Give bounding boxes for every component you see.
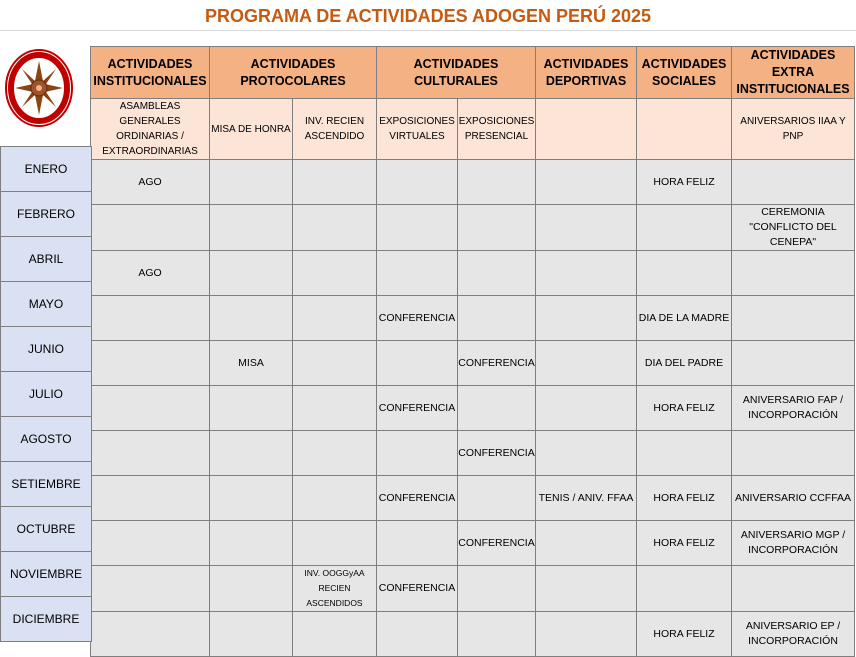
category-header: ACTIVIDADES EXTRA INSTITUCIONALES	[732, 47, 855, 99]
activity-cell	[732, 296, 855, 341]
activity-cell	[377, 251, 458, 296]
activity-cell	[293, 386, 377, 431]
activity-cell	[458, 296, 536, 341]
activity-cell: HORA FELIZ	[637, 612, 732, 657]
activity-cell	[536, 431, 637, 476]
activity-cell	[458, 205, 536, 251]
activity-cell	[637, 251, 732, 296]
subcategory-header: ANIVERSARIOS IIAA Y PNP	[732, 99, 855, 160]
activity-cell	[293, 476, 377, 521]
table-row	[91, 566, 855, 612]
activity-cell	[458, 476, 536, 521]
table-row	[91, 160, 855, 205]
table-row	[91, 296, 855, 341]
activity-cell: CONFERENCIA	[377, 386, 458, 431]
category-header: ACTIVIDADES CULTURALES	[377, 47, 536, 99]
activity-cell	[458, 566, 536, 612]
month-label: ABRIL	[1, 237, 92, 282]
month-column	[0, 146, 92, 642]
activity-cell	[377, 612, 458, 657]
activity-cell	[210, 296, 293, 341]
activity-cell	[91, 612, 210, 657]
adogen-emblem-icon	[5, 47, 73, 129]
table-row	[91, 386, 855, 431]
activity-cell	[210, 612, 293, 657]
month-label: AGOSTO	[1, 417, 92, 462]
category-header: ACTIVIDADES PROTOCOLARES	[210, 47, 377, 99]
activities-table	[90, 46, 855, 657]
activity-cell: INV. OOGGyAA RECIEN ASCENDIDOS	[293, 566, 377, 612]
table-row	[91, 612, 855, 657]
page-title: PROGRAMA DE ACTIVIDADES ADOGEN PERÚ 2025	[204, 6, 652, 26]
activity-cell	[91, 431, 210, 476]
activity-cell: CONFERENCIA	[458, 521, 536, 566]
activity-cell	[91, 386, 210, 431]
activity-cell	[458, 251, 536, 296]
subcategory-header: EXPOSICIONES PRESENCIAL	[458, 99, 536, 160]
activity-cell	[377, 521, 458, 566]
subcategory-header: INV. RECIEN ASCENDIDO	[293, 99, 377, 160]
activity-cell: ANIVERSARIO EP / INCORPORACIÓN	[732, 612, 855, 657]
month-label: NOVIEMBRE	[1, 552, 92, 597]
activity-cell	[732, 431, 855, 476]
activity-cell	[293, 612, 377, 657]
subcategory-header	[536, 99, 637, 160]
activity-cell: MISA	[210, 341, 293, 386]
activity-cell	[458, 612, 536, 657]
activity-cell	[91, 521, 210, 566]
subcategory-header: ASAMBLEAS GENERALES ORDINARIAS / EXTRAORDINARIAS	[91, 99, 210, 160]
month-label: DICIEMBRE	[1, 597, 92, 642]
activity-cell	[293, 431, 377, 476]
month-label: ENERO	[1, 147, 92, 192]
activity-cell	[377, 205, 458, 251]
subcategory-header	[637, 99, 732, 160]
activity-cell	[536, 341, 637, 386]
activity-cell	[91, 296, 210, 341]
sheet-gridline	[0, 30, 856, 47]
activity-cell	[377, 341, 458, 386]
category-header-row	[91, 47, 855, 99]
month-label: OCTUBRE	[1, 507, 92, 552]
activity-cell: CONFERENCIA	[458, 341, 536, 386]
activity-cell	[536, 160, 637, 205]
activity-cell	[293, 296, 377, 341]
activity-cell	[536, 251, 637, 296]
activity-cell	[536, 386, 637, 431]
activity-cell	[293, 341, 377, 386]
activity-cell: HORA FELIZ	[637, 521, 732, 566]
month-label: SETIEMBRE	[1, 462, 92, 507]
activity-cell	[91, 341, 210, 386]
table-row	[91, 476, 855, 521]
activity-cell	[377, 160, 458, 205]
month-label: MAYO	[1, 282, 92, 327]
activity-cell: CONFERENCIA	[377, 476, 458, 521]
table-row	[91, 341, 855, 386]
activity-cell	[536, 205, 637, 251]
activity-cell: HORA FELIZ	[637, 476, 732, 521]
category-header: ACTIVIDADES DEPORTIVAS	[536, 47, 637, 99]
activity-cell	[377, 431, 458, 476]
activity-cell: ANIVERSARIO MGP / INCORPORACIÓN	[732, 521, 855, 566]
activity-cell	[536, 566, 637, 612]
activity-cell	[293, 160, 377, 205]
activity-cell: AGO	[91, 251, 210, 296]
activity-cell	[536, 612, 637, 657]
activity-cell	[458, 160, 536, 205]
activity-cell	[732, 251, 855, 296]
table-row	[91, 205, 855, 251]
activity-cell	[536, 296, 637, 341]
table-row	[91, 251, 855, 296]
activity-cell	[91, 566, 210, 612]
activity-cell	[293, 205, 377, 251]
activity-cell	[210, 521, 293, 566]
table-row	[91, 521, 855, 566]
category-header: ACTIVIDADES SOCIALES	[637, 47, 732, 99]
activity-cell	[210, 386, 293, 431]
activity-cell	[210, 431, 293, 476]
activity-cell	[637, 431, 732, 476]
activity-cell: HORA FELIZ	[637, 386, 732, 431]
activity-cell: CONFERENCIA	[458, 431, 536, 476]
activity-cell	[210, 476, 293, 521]
activity-cell: TENIS / ANIV. FFAA	[536, 476, 637, 521]
activity-cell	[293, 521, 377, 566]
month-label: JULIO	[1, 372, 92, 417]
activity-cell: CONFERENCIA	[377, 566, 458, 612]
activity-cell: HORA FELIZ	[637, 160, 732, 205]
activity-cell	[637, 205, 732, 251]
activity-cell: ANIVERSARIO FAP / INCORPORACIÓN	[732, 386, 855, 431]
month-label: JUNIO	[1, 327, 92, 372]
activity-cell	[732, 160, 855, 205]
activity-cell	[210, 566, 293, 612]
subcategory-header: EXPOSICIONES VIRTUALES	[377, 99, 458, 160]
activity-cell	[293, 251, 377, 296]
activity-cell	[732, 341, 855, 386]
activity-cell	[210, 205, 293, 251]
activity-cell	[210, 251, 293, 296]
activity-cell	[91, 476, 210, 521]
activity-cell: AGO	[91, 160, 210, 205]
activity-cell	[732, 566, 855, 612]
activity-cell: ANIVERSARIO CCFFAA	[732, 476, 855, 521]
activity-cell	[210, 160, 293, 205]
activity-cell	[536, 521, 637, 566]
activity-cell	[458, 386, 536, 431]
activity-cell: CEREMONIA "CONFLICTO DEL CENEPA"	[732, 205, 855, 251]
activity-cell	[637, 566, 732, 612]
month-label: FEBRERO	[1, 192, 92, 237]
activity-cell	[91, 205, 210, 251]
activity-cell: CONFERENCIA	[377, 296, 458, 341]
subcategory-header-row	[91, 99, 855, 160]
subcategory-header: MISA DE HONRA	[210, 99, 293, 160]
category-header: ACTIVIDADES INSTITUCIONALES	[91, 47, 210, 99]
table-row	[91, 431, 855, 476]
activity-cell: DIA DE LA MADRE	[637, 296, 732, 341]
activity-cell: DIA DEL PADRE	[637, 341, 732, 386]
